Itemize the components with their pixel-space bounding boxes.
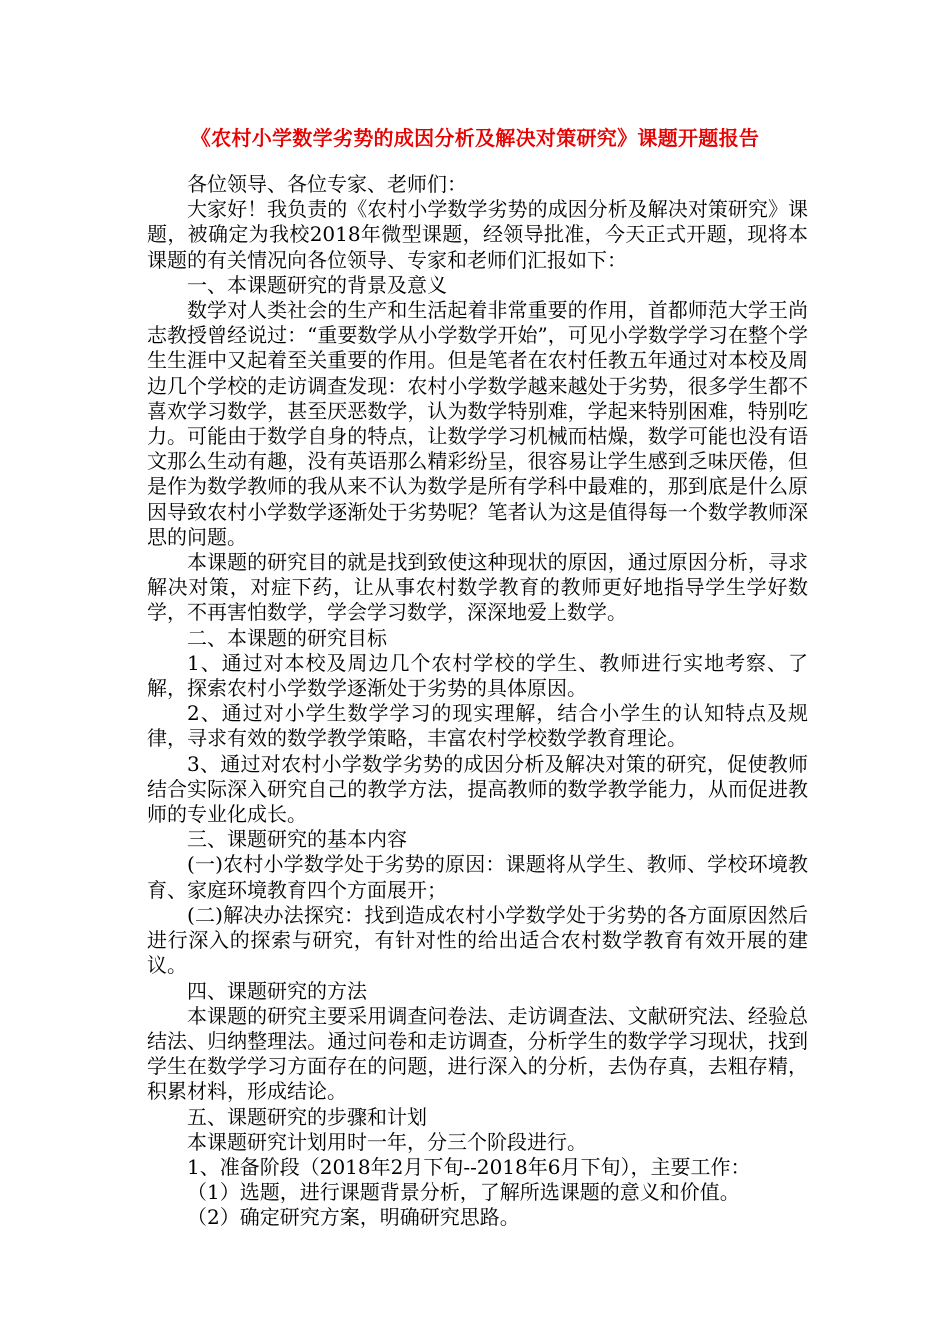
section-heading-3: 三、课题研究的基本内容 bbox=[187, 827, 407, 852]
body-paragraph: 本课题研究计划用时一年，分三个阶段进行。 bbox=[187, 1129, 587, 1154]
content-item-1: (一)农村小学数学处于劣势的原因：课题将从学生、教师、学校环境教育、家庭环境教育四个方面展开； bbox=[147, 852, 808, 902]
goal-item-3: 3、通过对农村小学数学劣势的成因分析及解决对策的研究，促使教师结合实际深入研究自己的教学方法，提高教师的数学教学能力，从而促进教师的专业化成长。 bbox=[147, 751, 808, 827]
body-paragraph: 数学对人类社会的生产和生活起着非常重要的作用，首都师范大学王尚志教授曾经说过：“重要数学从小学数学开始”，可见小学数学学习在整个学生生涯中又起着至关重要的作用。但是笔者在农村任教五年通过对本校及周边几个学校的走访调查发现：农村小学数学越来越处于劣势，很多学生都不喜欢学习数学，甚至厌恶数学，认为数学特别难，学起来特别困难，特别吃力。可能由于数学自身的特点，让数学学习机械而枯燥，数学可能也没有语文那么生动有趣，没有英语那么精彩纷呈，很容易让学生感到乏味厌倦，但是作为数学教师的我从来不认为数学是所有学科中最难的，那到底是什么原因导致农村小学数学逐渐处于劣势呢？笔者认为这是值得每一个数学教师深思的问题。 bbox=[147, 298, 808, 549]
goal-item-2: 2、通过对小学生数学学习的现实理解，结合小学生的认知特点及规律，寻求有效的数学教学策略，丰富农村学校数学教育理论。 bbox=[147, 701, 808, 751]
body-paragraph: 本课题的研究目的就是找到致使这种现状的原因，通过原因分析，寻求解决对策，对症下药，让从事农村数学教育的教师更好地指导学生学好数学，不再害怕数学，学会学习数学，深深地爱上数学。 bbox=[147, 550, 808, 625]
section-heading-4: 四、课题研究的方法 bbox=[187, 978, 367, 1003]
body-paragraph: 本课题的研究主要采用调查问卷法、走访调查法、文献研究法、经验总结法、归纳整理法。通过问卷和走访调查，分析学生的数学学习现状，找到学生在数学学习方面存在的问题，进行深入的分析，去伪存真，去粗存精，积累材料，形成结论。 bbox=[147, 1003, 808, 1104]
intro-paragraph: 大家好！我负责的《农村小学数学劣势的成因分析及解决对策研究》课题，被确定为我校2018年微型课题，经领导批准，今天正式开题，现将本课题的有关情况向各位领导、专家和老师们汇报如下： bbox=[147, 197, 808, 272]
section-heading-1: 一、本课题研究的背景及意义 bbox=[187, 272, 447, 297]
section-heading-5: 五、课题研究的步骤和计划 bbox=[187, 1104, 427, 1129]
content-item-2: (二)解决办法探究：找到造成农村小学数学处于劣势的各方面原因然后进行深入的探索与研究，有针对性的给出适合农村数学教育有效开展的建议。 bbox=[147, 902, 808, 978]
salutation: 各位领导、各位专家、老师们： bbox=[187, 172, 467, 196]
document-body bbox=[147, 172, 808, 1231]
stage-subitem: （2）确定研究方案，明确研究思路。 bbox=[187, 1205, 520, 1230]
section-heading-2: 二、本课题的研究目标 bbox=[187, 625, 387, 650]
stage-item: 1、准备阶段（2018年2月下旬--2018年6月下旬），主要工作： bbox=[187, 1154, 751, 1179]
document-title: 《农村小学数学劣势的成因分析及解决对策研究》课题开题报告 bbox=[190, 126, 760, 150]
goal-item-1: 1、通过对本校及周边几个农村学校的学生、教师进行实地考察、了解，探索农村小学数学逐渐处于劣势的具体原因。 bbox=[147, 650, 808, 701]
stage-subitem: （1）选题，进行课题背景分析，了解所选课题的意义和价值。 bbox=[187, 1180, 740, 1205]
